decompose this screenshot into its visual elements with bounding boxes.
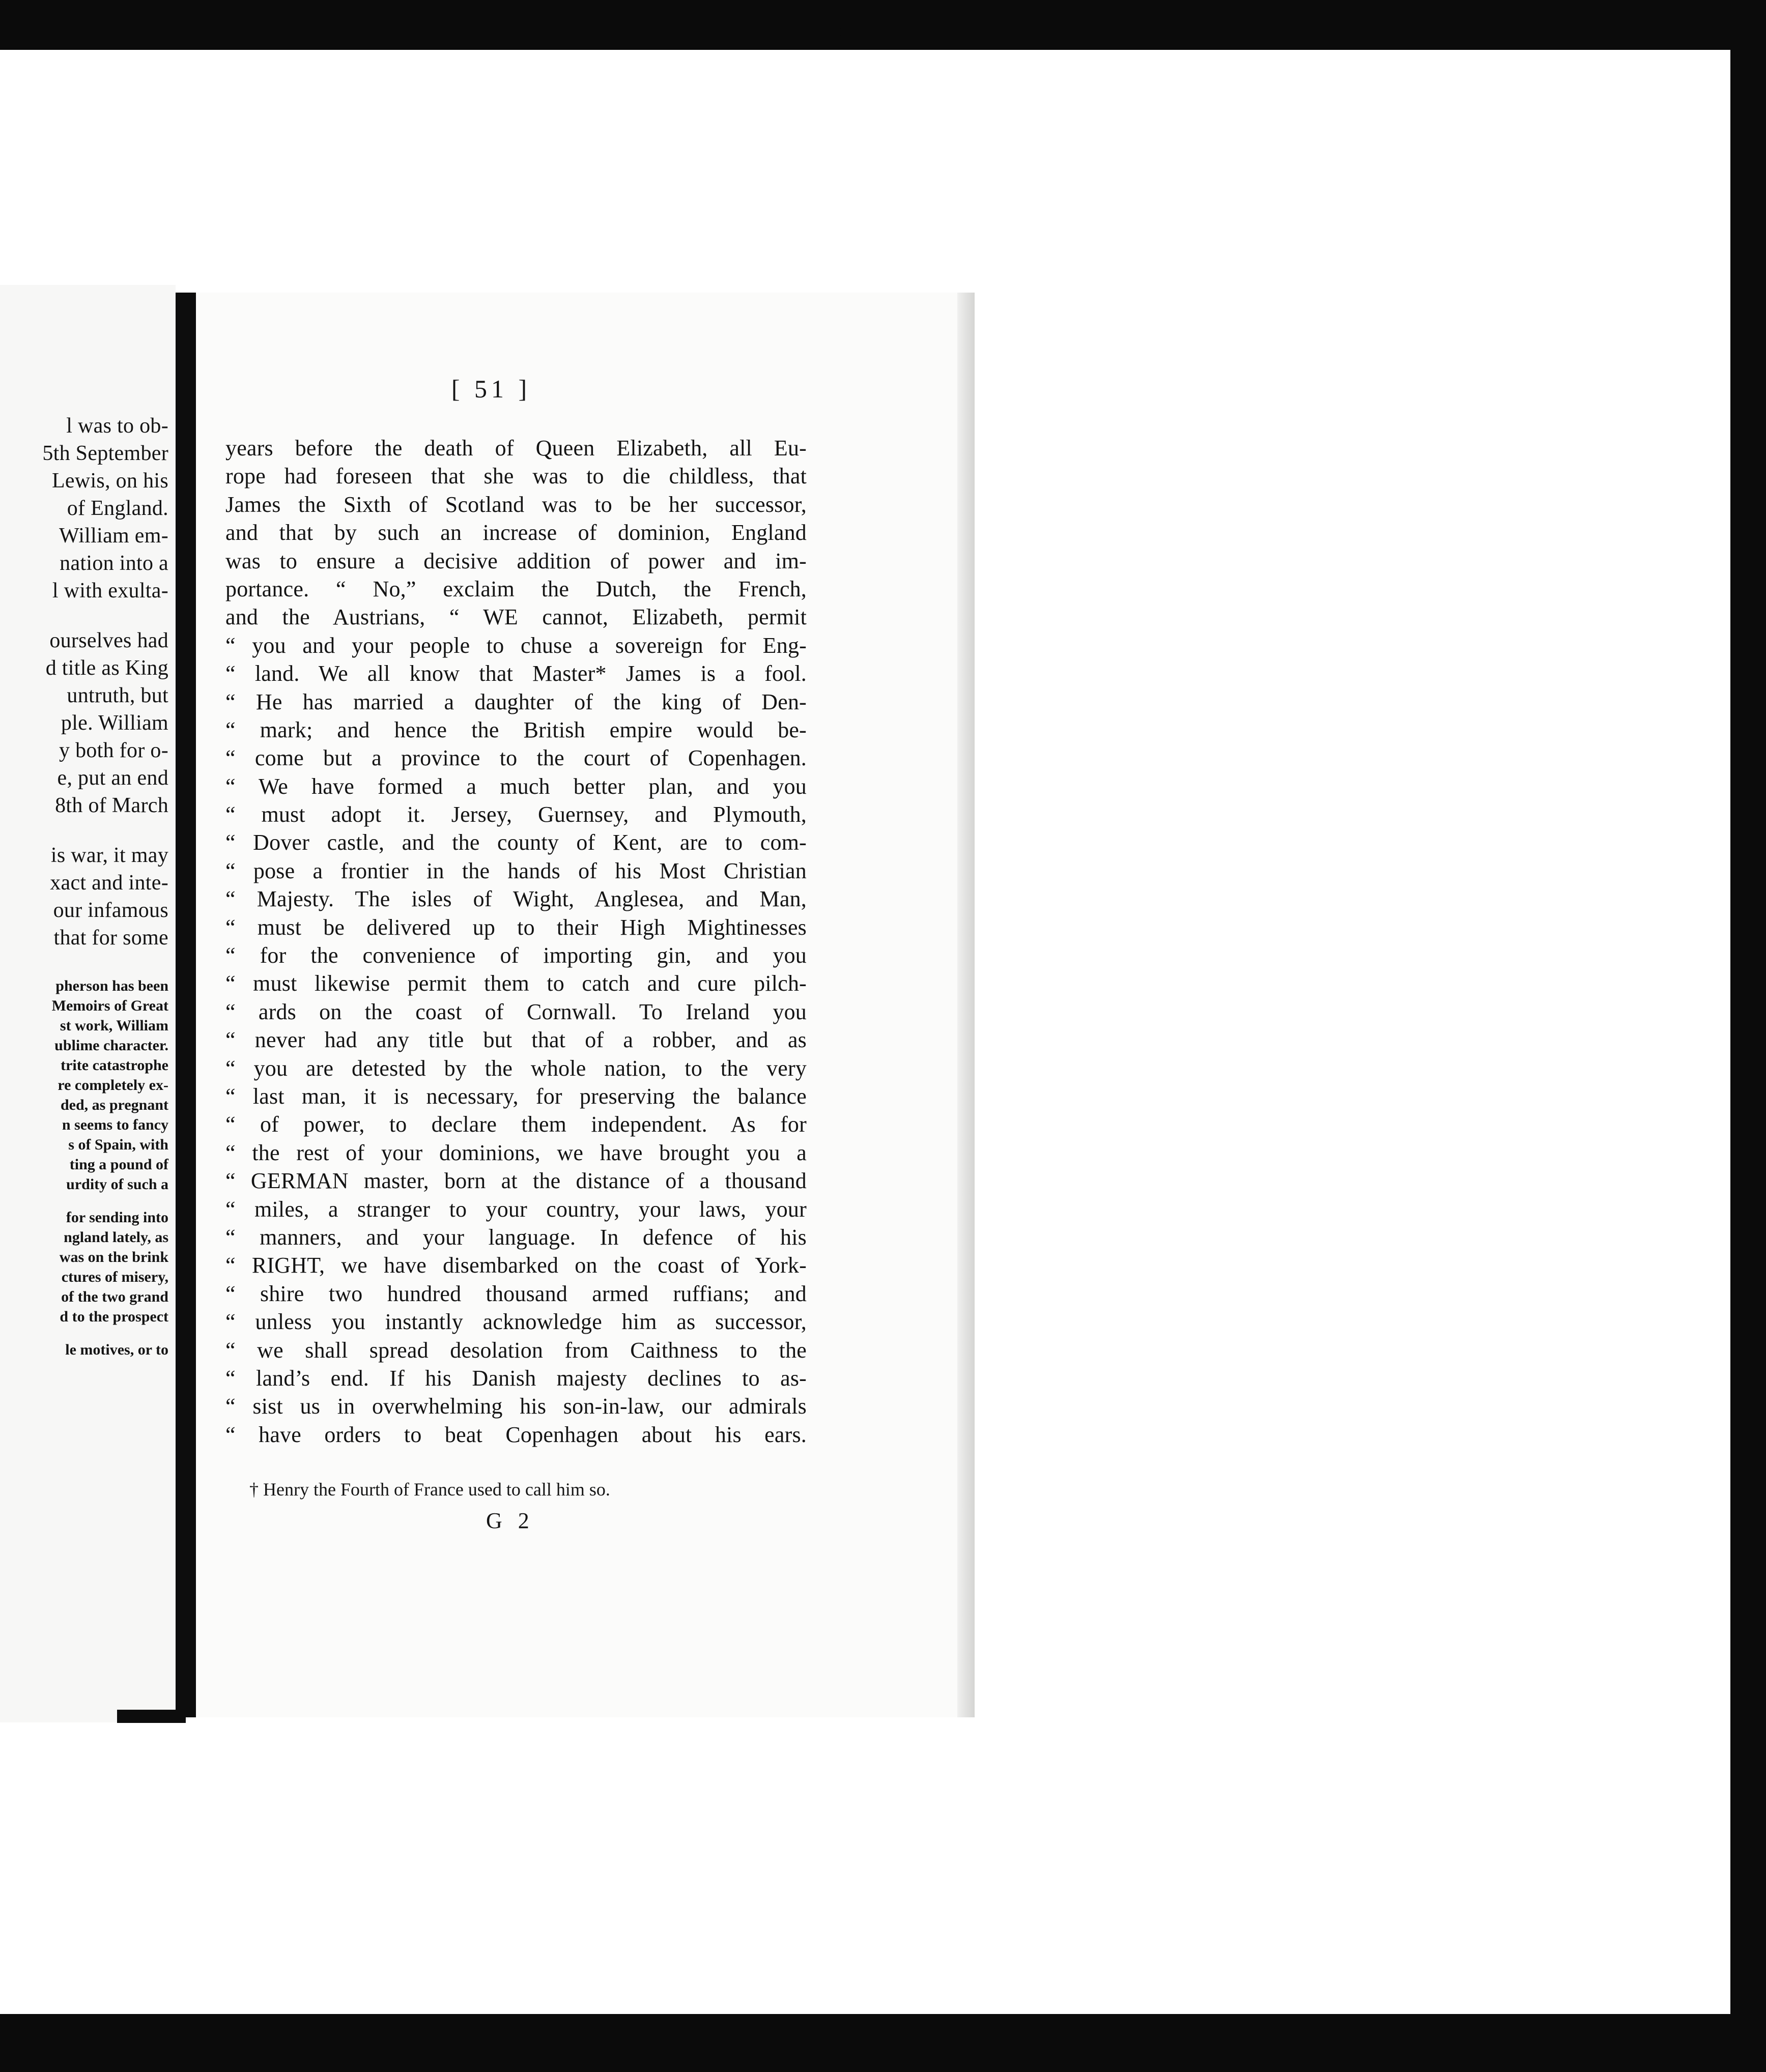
left-page-line: d title as King bbox=[45, 656, 168, 680]
text-line: “ We have formed a much better plan, and you bbox=[225, 773, 807, 799]
left-page-line: nation into a bbox=[60, 552, 168, 575]
page-edge-shadow bbox=[957, 293, 975, 1717]
scan-border-right bbox=[1730, 50, 1766, 2014]
text-line: “ for the convenience of importing gin, and you bbox=[225, 943, 807, 968]
text-line: “ last man, it is necessary, for preserving the balance bbox=[225, 1083, 807, 1109]
text-line: portance. “ No,” exclaim the Dutch, the French, bbox=[225, 576, 807, 601]
left-page-line: l with exulta- bbox=[52, 579, 168, 602]
footnote: † Henry the Fourth of France used to call him so. bbox=[249, 1479, 610, 1500]
text-line: and the Austrians, “ WE cannot, Elizabeth, permit bbox=[225, 605, 807, 630]
text-line: “ shire two hundred thousand armed ruffians; and bbox=[225, 1281, 807, 1306]
left-page-note-line: ngland lately, as bbox=[64, 1229, 168, 1246]
left-page-line: that for some bbox=[53, 926, 168, 949]
text-line: “ the rest of your dominions, we have brought you a bbox=[225, 1140, 807, 1165]
text-line: “ land. We all know that Master* James is a fool. bbox=[225, 661, 807, 686]
text-line: James the Sixth of Scotland was to be her successor, bbox=[225, 492, 807, 517]
left-page-notes bbox=[0, 976, 168, 1360]
paragraph-gap bbox=[0, 1194, 168, 1207]
text-line: “ Majesty. The isles of Wight, Anglesea, and Man, bbox=[225, 886, 807, 912]
text-line: “ have orders to beat Copenhagen about his ears. bbox=[225, 1422, 807, 1447]
left-page-note-line: ctures of misery, bbox=[61, 1269, 168, 1285]
left-page-line: y both for o- bbox=[59, 739, 168, 762]
left-page-note-line: for sending into bbox=[66, 1209, 168, 1226]
left-page-line: our infamous bbox=[53, 899, 168, 922]
left-page-line: e, put an end bbox=[57, 766, 168, 790]
body-text bbox=[225, 434, 807, 1449]
text-line: “ must be delivered up to their High Mightinesses bbox=[225, 914, 807, 940]
left-page-note-line: was on the brink bbox=[59, 1249, 168, 1265]
text-line: “ must adopt it. Jersey, Guernsey, and Plymouth, bbox=[225, 802, 807, 827]
left-page-note-line: st work, William bbox=[60, 1017, 168, 1034]
left-page-note-line: of the two grand bbox=[61, 1288, 168, 1305]
paragraph-gap bbox=[0, 819, 168, 842]
page-number: [ 51 ] bbox=[451, 375, 531, 403]
text-line: “ manners, and your language. In defence of his bbox=[225, 1224, 807, 1250]
paragraph-gap bbox=[0, 605, 168, 627]
left-page-note-line: s of Spain, with bbox=[68, 1136, 168, 1153]
text-line: “ land’s end. If his Danish majesty declines to as- bbox=[225, 1365, 807, 1391]
text-line: “ we shall spread desolation from Caithness to the bbox=[225, 1337, 807, 1363]
scan-border-bottom bbox=[0, 2014, 1766, 2072]
right-page bbox=[196, 293, 975, 1717]
text-line: “ sist us in overwhelming his son-in-law, our admirals bbox=[225, 1394, 807, 1419]
paragraph-gap bbox=[0, 1327, 168, 1340]
text-line: “ miles, a stranger to your country, your laws, your bbox=[225, 1196, 807, 1222]
left-page-line: ourselves had bbox=[49, 629, 168, 652]
left-page-note-line: pherson has been bbox=[55, 977, 168, 994]
left-page-line: xact and inte- bbox=[50, 871, 168, 895]
text-line: “ mark; and hence the British empire would be- bbox=[225, 717, 807, 742]
left-page-note-line: trite catastrophe bbox=[61, 1057, 168, 1074]
text-line: “ of power, to declare them independent. As for bbox=[225, 1112, 807, 1137]
left-page-line: of England. bbox=[67, 497, 168, 520]
left-page-note-line: ublime character. bbox=[54, 1037, 168, 1054]
left-facing-page bbox=[0, 285, 176, 1722]
left-page-line: 8th of March bbox=[55, 794, 168, 817]
book-gutter-foot bbox=[117, 1710, 186, 1723]
text-line: “ you are detested by the whole nation, to the very bbox=[225, 1055, 807, 1081]
text-line: “ come but a province to the court of Copenhagen. bbox=[225, 745, 807, 771]
text-line: “ He has married a daughter of the king of Den- bbox=[225, 689, 807, 714]
left-page-note-line: Memoirs of Great bbox=[51, 997, 168, 1014]
text-line: “ never had any title but that of a robber, and as bbox=[225, 1027, 807, 1053]
text-line: rope had foreseen that she was to die childless, that bbox=[225, 464, 807, 489]
left-page-line: ple. William bbox=[61, 711, 168, 735]
text-line: “ Dover castle, and the county of Kent, are to com- bbox=[225, 830, 807, 855]
left-page-note-line: urdity of such a bbox=[66, 1176, 168, 1193]
left-page-note-line: ded, as pregnant bbox=[61, 1097, 168, 1113]
text-line: “ you and your people to chuse a sovereign for Eng- bbox=[225, 632, 807, 658]
text-line: and that by such an increase of dominion, England bbox=[225, 520, 807, 545]
text-line: “ ards on the coast of Cornwall. To Ireland you bbox=[225, 999, 807, 1024]
text-line: “ RIGHT, we have disembarked on the coast of York- bbox=[225, 1253, 807, 1278]
left-page-line: William em- bbox=[59, 524, 168, 548]
text-line: “ must likewise permit them to catch and cure pilch- bbox=[225, 971, 807, 996]
scan-speck bbox=[840, 26, 847, 38]
text-line: “ unless you instantly acknowledge him as successor, bbox=[225, 1309, 807, 1335]
left-page-note-line: re completely ex- bbox=[58, 1077, 168, 1093]
left-page-note-line: le motives, or to bbox=[65, 1341, 168, 1358]
left-page-line: 5th September bbox=[42, 442, 168, 465]
signature-mark: G 2 bbox=[486, 1508, 534, 1533]
left-page-line: Lewis, on his bbox=[51, 469, 168, 493]
text-line: “ GERMAN master, born at the distance of a thousand bbox=[225, 1168, 807, 1194]
scan-border-top bbox=[0, 0, 1766, 50]
text-line: was to ensure a decisive addition of power and im- bbox=[225, 548, 807, 573]
left-page-line: untruth, but bbox=[67, 684, 168, 707]
text-line: years before the death of Queen Elizabeth, all Eu- bbox=[225, 436, 807, 461]
left-page-note-line: n seems to fancy bbox=[62, 1116, 168, 1133]
text-line: “ pose a frontier in the hands of his Most Christian bbox=[225, 858, 807, 883]
left-page-note-line: ting a pound of bbox=[69, 1156, 168, 1173]
left-page-note-line: d to the prospect bbox=[60, 1308, 168, 1325]
left-page-line: l was to ob- bbox=[66, 414, 168, 438]
book-gutter bbox=[176, 293, 196, 1717]
left-page-text bbox=[0, 412, 168, 952]
left-page-line: is war, it may bbox=[50, 844, 168, 867]
